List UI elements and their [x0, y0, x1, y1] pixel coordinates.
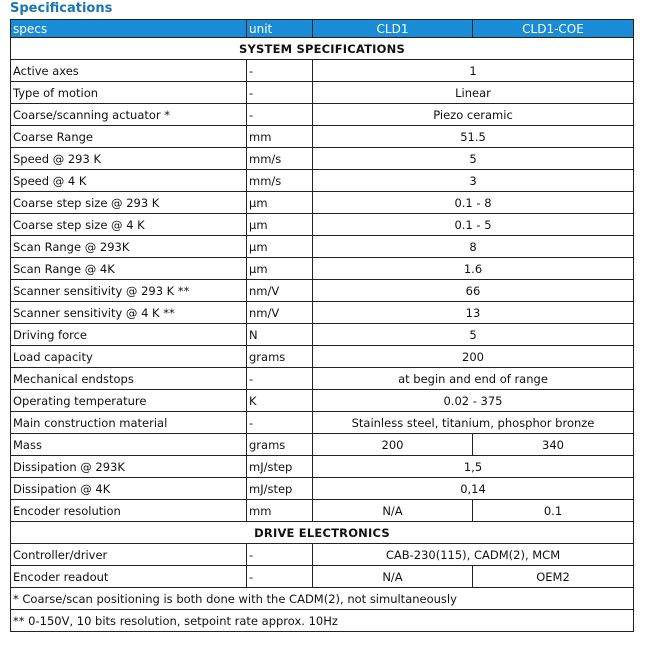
spec-value: CAB-230(115), CADM(2), MCM	[313, 544, 634, 566]
spec-value: 13	[313, 302, 634, 324]
spec-value: 66	[313, 280, 634, 302]
table-row	[11, 192, 634, 214]
spec-name: Encoder resolution	[11, 500, 247, 522]
section-title-drive: DRIVE ELECTRONICS	[11, 522, 634, 544]
spec-name: Driving force	[11, 324, 247, 346]
spec-unit: mm/s	[247, 148, 313, 170]
spec-name: Controller/driver	[11, 544, 247, 566]
spec-name: Load capacity	[11, 346, 247, 368]
table-row	[11, 170, 634, 192]
spec-unit: µm	[247, 214, 313, 236]
table-row	[11, 60, 634, 82]
spec-value: 0.1 - 5	[313, 214, 634, 236]
spec-unit: mm	[247, 500, 313, 522]
section-title-system: SYSTEM SPECIFICATIONS	[11, 38, 634, 60]
spec-unit: µm	[247, 258, 313, 280]
header-specs: specs	[11, 20, 247, 38]
table-row-encoder-resolution	[11, 500, 634, 522]
spec-name: Dissipation @ 4K	[11, 478, 247, 500]
spec-name: Coarse Range	[11, 126, 247, 148]
table-row-mass	[11, 434, 634, 456]
spec-value-cld1: N/A	[313, 566, 473, 588]
page-title: Specifications	[10, 1, 113, 16]
spec-value: 5	[313, 324, 634, 346]
spec-name: Speed @ 4 K	[11, 170, 247, 192]
spec-name: Scan Range @ 4K	[11, 258, 247, 280]
spec-name: Speed @ 293 K	[11, 148, 247, 170]
spec-value: Linear	[313, 82, 634, 104]
table-row	[11, 126, 634, 148]
table-row	[11, 368, 634, 390]
spec-unit: mJ/step	[247, 456, 313, 478]
table-row	[11, 104, 634, 126]
table-row	[11, 302, 634, 324]
spec-value: 1.6	[313, 258, 634, 280]
spec-name: Encoder readout	[11, 566, 247, 588]
table-row-dissipation-4k	[11, 478, 634, 500]
table-row-encoder-readout	[11, 566, 634, 588]
header-unit: unit	[247, 20, 313, 38]
spec-value-cld1-coe: 340	[473, 434, 634, 456]
spec-unit: grams	[247, 434, 313, 456]
spec-unit: -	[247, 60, 313, 82]
table-row	[11, 412, 634, 434]
spec-unit: mm	[247, 126, 313, 148]
specifications-table	[10, 19, 634, 632]
table-row-dissipation-293k	[11, 456, 634, 478]
spec-unit: µm	[247, 236, 313, 258]
spec-name: Scanner sensitivity @ 293 K **	[11, 280, 247, 302]
spec-unit: K	[247, 390, 313, 412]
spec-value: at begin and end of range	[313, 368, 634, 390]
section-row-system	[11, 38, 634, 60]
spec-value: 51.5	[313, 126, 634, 148]
spec-unit: µm	[247, 192, 313, 214]
spec-unit: -	[247, 412, 313, 434]
spec-name: Main construction material	[11, 412, 247, 434]
spec-unit: nm/V	[247, 280, 313, 302]
spec-unit: -	[247, 544, 313, 566]
spec-unit: mJ/step	[247, 478, 313, 500]
spec-unit: -	[247, 368, 313, 390]
header-cld1-coe: CLD1-COE	[473, 20, 634, 38]
spec-value: 1,5	[313, 456, 634, 478]
spec-value: 200	[313, 346, 634, 368]
spec-name: Coarse step size @ 293 K	[11, 192, 247, 214]
spec-unit: mm/s	[247, 170, 313, 192]
spec-name: Scan Range @ 293K	[11, 236, 247, 258]
table-row	[11, 390, 634, 412]
spec-value-cld1: N/A	[313, 500, 473, 522]
footnote: ** 0-150V, 10 bits resolution, setpoint rate approx. 10Hz	[11, 610, 634, 632]
spec-unit: -	[247, 82, 313, 104]
footnote: * Coarse/scan positioning is both done with the CADM(2), not simultaneously	[11, 588, 634, 610]
footnote-row	[11, 610, 634, 632]
table-row	[11, 258, 634, 280]
table-header-row	[11, 20, 634, 38]
header-cld1: CLD1	[313, 20, 473, 38]
spec-name: Coarse/scanning actuator *	[11, 104, 247, 126]
spec-name: Mechanical endstops	[11, 368, 247, 390]
spec-value: 5	[313, 148, 634, 170]
spec-name: Dissipation @ 293K	[11, 456, 247, 478]
spec-value: 0.1 - 8	[313, 192, 634, 214]
spec-value: 1	[313, 60, 634, 82]
table-row	[11, 214, 634, 236]
spec-value-cld1-coe: 0.1	[473, 500, 634, 522]
spec-value: 0,14	[313, 478, 634, 500]
table-row	[11, 346, 634, 368]
spec-unit: -	[247, 566, 313, 588]
spec-unit: grams	[247, 346, 313, 368]
spec-name: Type of motion	[11, 82, 247, 104]
spec-name: Mass	[11, 434, 247, 456]
spec-name: Active axes	[11, 60, 247, 82]
spec-value-cld1: 200	[313, 434, 473, 456]
spec-value: Stainless steel, titanium, phosphor bronze	[313, 412, 634, 434]
spec-unit: -	[247, 104, 313, 126]
spec-value-cld1-coe: OEM2	[473, 566, 634, 588]
section-row-drive	[11, 522, 634, 544]
spec-value: Piezo ceramic	[313, 104, 634, 126]
footnote-row	[11, 588, 634, 610]
spec-name: Coarse step size @ 4 K	[11, 214, 247, 236]
table-row	[11, 324, 634, 346]
spec-name: Operating temperature	[11, 390, 247, 412]
spec-name: Scanner sensitivity @ 4 K **	[11, 302, 247, 324]
table-row	[11, 280, 634, 302]
spec-unit: N	[247, 324, 313, 346]
table-row-controller	[11, 544, 634, 566]
spec-value: 3	[313, 170, 634, 192]
spec-value: 0.02 - 375	[313, 390, 634, 412]
spec-value: 8	[313, 236, 634, 258]
table-row	[11, 82, 634, 104]
table-row	[11, 236, 634, 258]
table-row	[11, 148, 634, 170]
spec-unit: nm/V	[247, 302, 313, 324]
